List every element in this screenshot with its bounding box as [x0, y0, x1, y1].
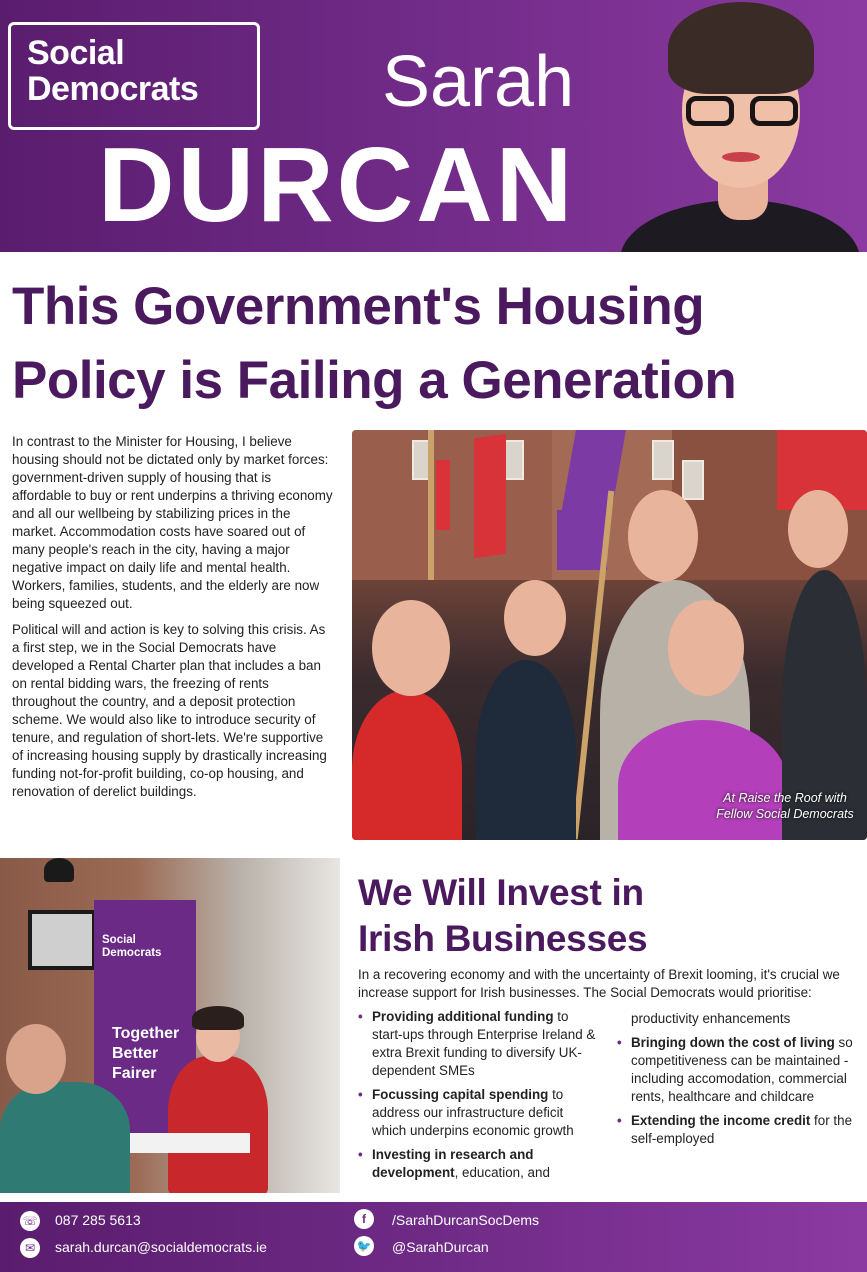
phone-icon: ☏: [20, 1211, 40, 1231]
housing-body-text: [12, 433, 334, 809]
slogan-line-3: Fairer: [112, 1065, 157, 1082]
business-item-bold: Extending the income credit: [631, 1113, 811, 1128]
logo-line-1: Social: [27, 34, 125, 72]
candidate-last-name: DURCAN: [98, 126, 576, 244]
business-item-text: , education, and: [454, 1165, 550, 1180]
rally-window: [682, 460, 704, 500]
rally-person: [476, 660, 576, 840]
business-item: [358, 1146, 598, 1182]
candidate-first-name: Sarah: [382, 42, 575, 122]
headline-line-1: This Government's Housing: [12, 277, 705, 336]
rally-head: [504, 580, 566, 656]
portrait-glasses: [686, 96, 798, 126]
rally-head: [788, 490, 848, 568]
business-item: [358, 1008, 598, 1080]
business-item-bold: Focussing capital spending: [372, 1087, 549, 1102]
rally-photo: [352, 430, 867, 840]
business-item-text: productivity enhancements: [631, 1011, 791, 1026]
event-banner-logo-line-2: Democrats: [102, 947, 162, 959]
business-item-text: to address our infrastructure deficit which underpins economic growth: [372, 1087, 574, 1138]
rally-flag-pole: [428, 430, 434, 580]
business-item-continued: [617, 1010, 857, 1028]
event-audience-member: [0, 1082, 130, 1193]
business-item-bold: Bringing down the cost of living: [631, 1035, 835, 1050]
email-link[interactable]: sarah.durcan@socialdemocrats.ie: [55, 1239, 267, 1255]
candidate-portrait: [600, 0, 867, 252]
event-lamp: [44, 858, 74, 882]
twitter-icon: 🐦: [354, 1236, 374, 1256]
event-speaker-hair: [192, 1006, 244, 1030]
rally-person-woman: [618, 720, 788, 840]
rally-red-flag: [436, 460, 450, 530]
header-band: [0, 0, 867, 252]
business-item: [617, 1112, 857, 1148]
business-item: [617, 1034, 857, 1106]
business-list-col-1: [358, 1008, 598, 1188]
rally-person-left: [352, 690, 462, 840]
housing-paragraph-1: In contrast to the Minister for Housing, I believe housing should not be dictated only by market forces: government-driven supply of housing that is affordable to buy or rent underpins a thriving economy and all our wellbeing by stabilizing prices in the market. Accommodation costs have soared out of many people's reach in the city, having a major negative impact on daily life and mental health. Workers, families, students, and the elderly are now being squeezed out.: [12, 434, 333, 611]
portrait-lips: [722, 152, 760, 162]
party-logo: [8, 22, 260, 130]
twitter-link[interactable]: @SarahDurcan: [392, 1239, 489, 1255]
business-item: [358, 1086, 598, 1140]
event-wall-frame: [28, 910, 96, 970]
email-icon: ✉: [20, 1238, 40, 1258]
event-audience-head: [6, 1024, 66, 1094]
logo-line-2: Democrats: [27, 70, 199, 108]
business-title-line-1: We Will Invest in: [358, 872, 644, 913]
business-title: [358, 870, 858, 962]
business-item-bold: Investing in research and development: [372, 1147, 534, 1180]
rally-head: [628, 490, 698, 582]
business-item-text: so competitiveness can be maintained - including accomodation, commercial rents, healthcare and childcare: [631, 1035, 853, 1104]
portrait-hair: [668, 2, 814, 94]
event-photo: [0, 858, 340, 1193]
page-headline: [12, 270, 862, 418]
headline-line-2: Policy is Failing a Generation: [12, 351, 737, 410]
slogan-line-1: Together: [112, 1025, 180, 1042]
rally-caption: At Raise the Roof with Fellow Social Democrats: [716, 791, 854, 821]
business-list-col-2: [617, 1010, 857, 1154]
rally-purple-flag: [557, 510, 607, 570]
phone-number[interactable]: 087 285 5613: [55, 1212, 141, 1228]
business-item-text: for the self-employed: [631, 1113, 853, 1146]
facebook-link[interactable]: /SarahDurcanSocDems: [392, 1212, 540, 1228]
event-banner-logo-line-1: Social: [102, 934, 136, 946]
event-banner-logo: [102, 934, 161, 960]
rally-window: [652, 440, 674, 480]
event-banner-slogan: [112, 1024, 179, 1084]
contact-footer: [0, 1202, 867, 1272]
business-item-text: to start-ups through Enterprise Ireland & extra Brexit funding to diversify UK-dependent SMEs: [372, 1009, 596, 1078]
rally-head: [372, 600, 450, 696]
facebook-icon: f: [354, 1209, 374, 1229]
rally-head: [668, 600, 744, 696]
event-speaker-dress: [168, 1056, 268, 1193]
housing-paragraph-2: Political will and action is key to solving this crisis. As a first step, we in the Social Democrats have developed a Rental Charter plan that includes a ban on rental bidding wars, the freezing of rents throughout the country, and a deposit protection scheme. We would also like to introduce security of tenure, and regulation of short-lets. We're supportive of increasing housing supply by drastically increasing funding not-for-profit building, co-op housing, and renovation of derelict buildings.: [12, 622, 327, 799]
business-title-line-2: Irish Businesses: [358, 918, 648, 959]
business-item-bold: Providing additional funding: [372, 1009, 554, 1024]
slogan-line-2: Better: [112, 1045, 159, 1062]
rally-red-flag: [474, 434, 506, 558]
business-intro: In a recovering economy and with the uncertainty of Brexit looming, it's crucial we increase support for Irish businesses. The Social Democrats would prioritise:: [358, 967, 840, 1000]
